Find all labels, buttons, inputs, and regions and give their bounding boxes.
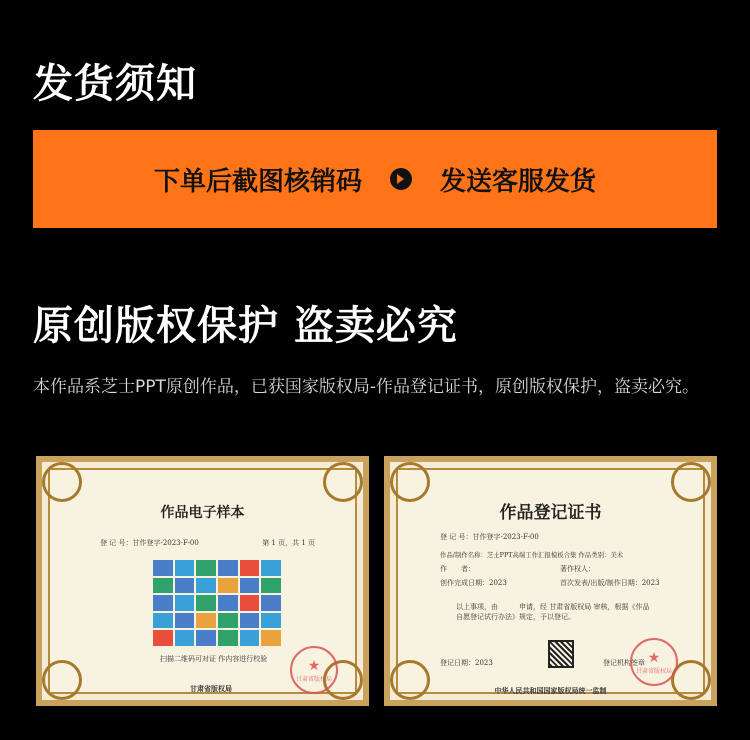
certificate-frame [396,468,705,694]
certificate-registration [384,456,717,706]
shipping-steps-banner [33,130,717,228]
certificate-sample [36,456,369,706]
arrow-right-icon [390,168,412,190]
registration-date: 登记日期：2023 [440,659,493,667]
ornament-icon [42,660,82,700]
star-icon: ★ [307,657,321,674]
issuer-label: 登记机构签章 [603,659,645,667]
ornament-icon [42,462,82,502]
issuer-name: 甘肃省版权局 [190,684,232,693]
publication-date: 首次发表/出版/制作日期：2023 [560,579,660,587]
certificate-title: 作品电子样本 [160,505,245,521]
ornament-icon [390,462,430,502]
supervision-footer: 中华人民共和国国家版权局统一监制 [494,686,607,695]
ornament-icon [323,462,363,502]
certificate-frame [48,468,357,694]
copyright-owner: 著作权人： [560,565,595,573]
certificate-title: 作品登记证书 [499,503,602,523]
section-title-copyright: 原创版权保护 盗卖必究 [33,303,458,349]
official-seal: ★ 甘肃省版权局 [290,646,338,694]
section-title-shipping: 发货须知 [33,61,197,107]
registration-number: 登 记 号：甘作登字-2023-F-00 [440,533,539,541]
registration-number: 登 记 号：甘作登字-2023-F-00 [100,539,199,547]
step-contact-label: 发送客服发货 [440,166,597,197]
star-icon: ★ [647,649,661,666]
official-seal: ★ 甘肃省版权局 [630,638,678,686]
ornament-icon [671,462,711,502]
qr-code-icon [548,640,574,668]
page-count: 第 1 页，共 1 页 [262,539,315,547]
author: 作 者： [440,565,475,573]
certificate-body: 以上事项，由 申请，经 甘肃省版权局 审核，根据《作品自愿登记试行办法》规定，予以登记。 [456,603,650,621]
copyright-description: 本作品系芝士PPT原创作品，已获国家版权局-作品登记证书，原创版权保护，盗卖必究。 [33,377,700,397]
scan-note: 扫描二维码可对证 作内容进行校验 [160,655,268,663]
template-thumbnails [153,560,281,646]
step-screenshot-label: 下单后截图核销码 [153,166,362,197]
work-name: 作品/制作名称：芝士PPT高端工作汇报模板合集 作品类别：美术 [440,551,624,559]
creation-date: 创作完成日期：2023 [440,579,507,587]
